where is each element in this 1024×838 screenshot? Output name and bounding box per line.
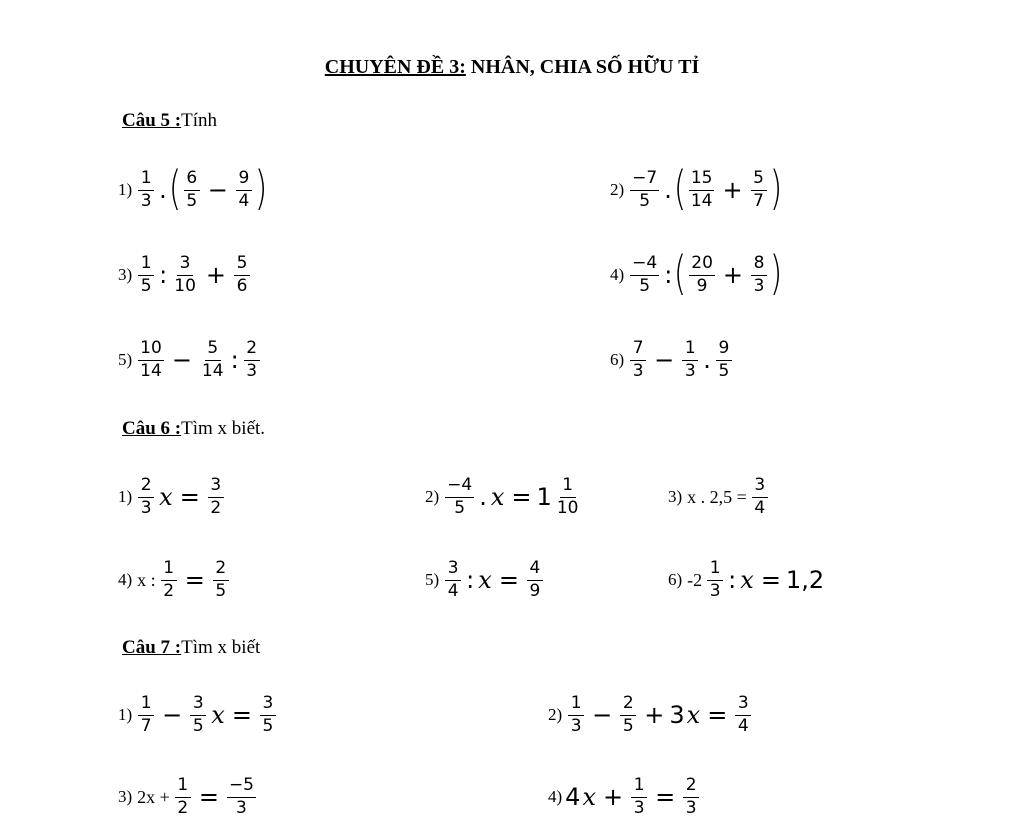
section-heading-cau-6 [122,418,265,440]
cau5-exercise-2 [610,155,782,225]
math-expression: $\frac{-7}{5}$ . ( $\frac{15}{14}$ + $\frac{5}{7}$ ) [632,161,782,215]
math-expression: $\frac{1}{7}$ − $\frac{3}{5}$ x = $\frac{3}{5}$ [135,695,279,736]
math-expression: $\frac{-4}{5}$ : ( $\frac{20}{9}$ + $\frac{8}{3}$ ) [632,246,783,300]
cau6-exercise-2 [425,462,583,532]
math-expression: $\frac{1}{5}$ : $\frac{3}{10}$ + $\frac{5}{6}$ [135,255,253,296]
math-expression: $\frac{7}{3}$ − $\frac{1}{3}$ . $\frac{9}{5}$ [627,340,735,381]
section-label: Câu 6 : [122,418,182,439]
section-instruction: Tìm x biết [181,637,261,658]
cau5-exercise-5 [118,325,263,395]
cau5-exercise-1 [118,155,267,225]
title-text: NHÂN, CHIA SỐ HỮU TỈ [465,56,700,78]
section-instruction: Tìm x biết. [181,418,266,439]
exercise-number: 6) [610,350,625,369]
cau6-exercise-3 [668,462,771,532]
exercise-number: 4) [610,265,625,284]
section-label: Câu 7 : [122,637,182,658]
math-expression: 4 x + $\frac{1}{3}$ = $\frac{2}{3}$ [565,777,702,818]
title-label: CHUYÊN ĐỀ 3: [324,56,466,78]
math-expression: 2x + $\frac{1}{2}$ = $\frac{-5}{3}$ [137,774,254,818]
math-expression: $\frac{1}{3}$ − $\frac{2}{5}$ + 3 x = $\frac{3}{4}$ [565,695,754,736]
exercise-number: 2) [425,487,440,506]
exercise-number: 1) [118,487,133,506]
math-expression: $\frac{-4}{5}$ . x = 1 $\frac{1}{10}$ [447,474,579,518]
math-expression: -2 $\frac{1}{3}$ : x = 1,2 [687,557,825,601]
cau7-exercise-4 [548,762,702,832]
section-heading-cau-5 [122,110,217,132]
cau5-exercise-3 [118,240,253,310]
math-expression: $\frac{3}{4}$ : x = $\frac{4}{9}$ [442,560,546,601]
cau7-exercise-3 [118,762,259,832]
math-expression: $\frac{1}{3}$ . ( $\frac{6}{5}$ − $\frac{9}{4}$ ) [135,167,267,213]
cau6-exercise-4 [118,545,232,615]
exercise-number: 5) [425,570,440,589]
section-label: Câu 5 : [122,110,182,131]
cau7-exercise-1 [118,680,279,750]
exercise-number: 3) [668,487,683,506]
exercise-number: 6) [668,570,683,589]
section-heading-cau-7 [122,637,260,659]
exercise-number: 2) [548,705,563,724]
exercise-number: 4) [118,570,133,589]
exercise-number: 4) [548,787,563,806]
exercise-number: 2) [610,180,625,199]
exercise-number: 1) [118,180,133,199]
exercise-number: 1) [118,705,133,724]
cau5-exercise-4 [610,240,782,310]
math-expression: x . 2,5 = $\frac{3}{4}$ [685,477,771,518]
math-expression: x : $\frac{1}{2}$ = $\frac{2}{5}$ [135,560,232,601]
cau7-exercise-2 [548,680,754,750]
math-expression: $\frac{10}{14}$ − $\frac{5}{14}$ : $\frac{2}{3}$ [135,340,262,381]
section-instruction: Tính [181,110,218,131]
exercise-number: 5) [118,350,133,369]
math-expression: $\frac{2}{3}$ x = $\frac{3}{2}$ [135,477,227,518]
page-title [0,56,1024,79]
cau6-exercise-5 [425,545,546,615]
exercise-number: 3) [118,265,133,284]
cau6-exercise-6 [668,545,824,615]
exercise-number: 3) [118,787,133,806]
cau5-exercise-6 [610,325,735,395]
cau6-exercise-1 [118,462,227,532]
